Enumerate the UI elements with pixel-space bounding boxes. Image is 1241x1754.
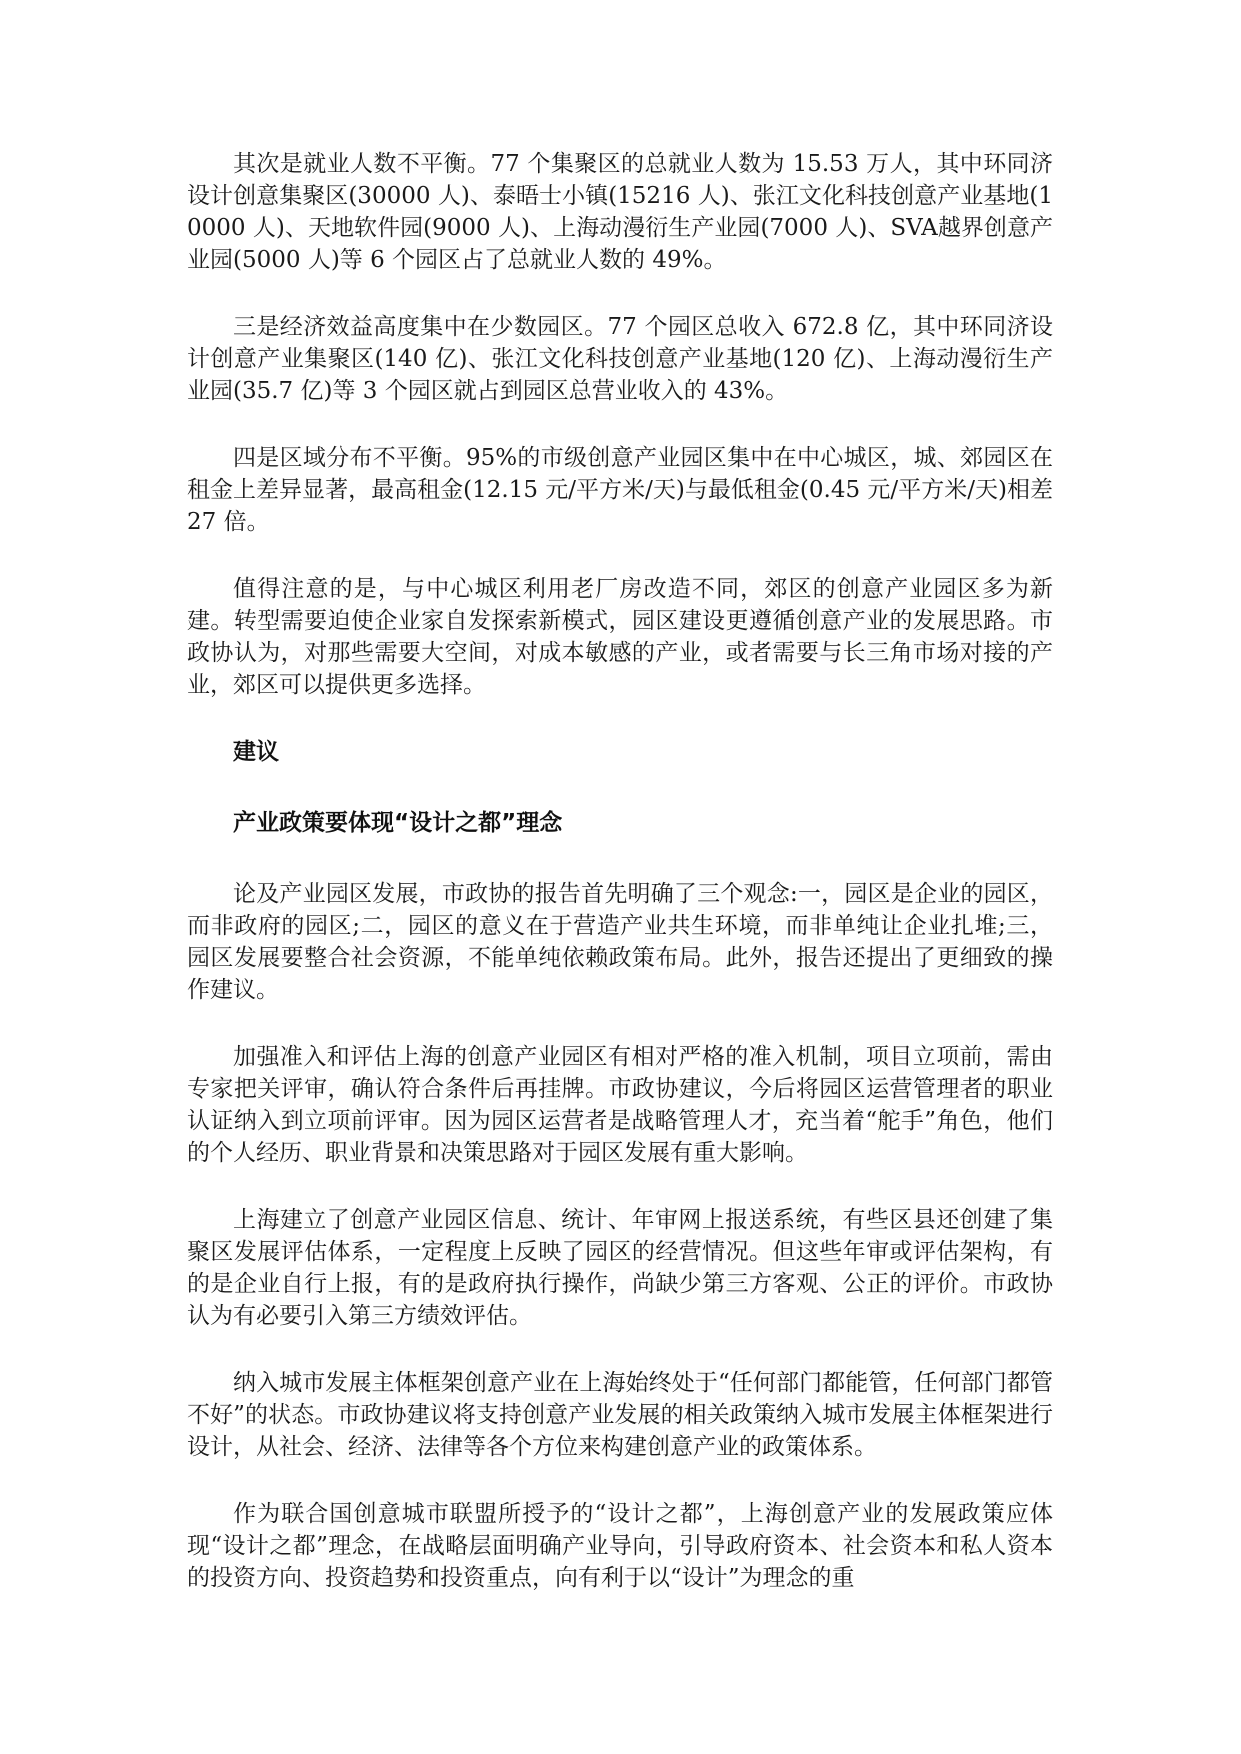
paragraph-regional-imbalance: 四是区域分布不平衡。95%的市级创意产业园区集中在中心城区，城、郊园区在租金上差异显著，最高租金(12.15 元/平方米/天)与最低租金(0.45 元/平方米/天)相差 27 倍。 bbox=[187, 445, 1053, 535]
paragraph-third-party-evaluation: 上海建立了创意产业园区信息、统计、年审网上报送系统，有些区县还创建了集聚区发展评估体系，一定程度上反映了园区的经营情况。但这些年审或评估架构，有的是企业自行上报，有的是政府执行操作，尚缺少第三方客观、公正的评价。市政协认为有必要引入第三方绩效评估。 bbox=[187, 1207, 1053, 1329]
paragraph-design-capital: 作为联合国创意城市联盟所授予的“设计之都”，上海创意产业的发展政策应体现“设计之都”理念，在战略层面明确产业导向，引导政府资本、社会资本和私人资本的投资方向、投资趋势和投资重点，向有利于以“设计”为理念的重 bbox=[187, 1501, 1053, 1591]
subsection-heading: 产业政策要体现“设计之都”理念 bbox=[233, 810, 563, 836]
paragraph-three-concepts: 论及产业园区发展，市政协的报告首先明确了三个观念:一，园区是企业的园区，而非政府的园区;二，园区的意义在于营造产业共生环境，而非单纯让企业扎堆;三，园区发展要整合社会资源，不能单纯依赖政策布局。此外，报告还提出了更细致的操作建议。 bbox=[187, 881, 1053, 1003]
paragraph-urban-framework: 纳入城市发展主体框架创意产业在上海始终处于“任何部门都能管，任何部门都管不好”的状态。市政协建议将支持创意产业发展的相关政策纳入城市发展主体框架进行设计，从社会、经济、法律等各个方位来构建创意产业的政策体系。 bbox=[187, 1370, 1053, 1460]
paragraph-employment-imbalance: 其次是就业人数不平衡。77 个集聚区的总就业人数为 15.53 万人，其中环同济设计创意集聚区(30000 人)、泰晤士小镇(15216 人)、张江文化科技创意产业基地(10000 人)、天地软件园(9000 人)、上海动漫衍生产业园(7000 人)、SVA越界创意产业园(5000 人)等 6 个园区占了总就业人数的 49%。 bbox=[187, 151, 1053, 273]
paragraph-suburban-parks: 值得注意的是，与中心城区利用老厂房改造不同，郊区的创意产业园区多为新建。转型需要迫使企业家自发探索新模式，园区建设更遵循创意产业的发展思路。市政协认为，对那些需要大空间，对成本敏感的产业，或者需要与长三角市场对接的产业，郊区可以提供更多选择。 bbox=[187, 576, 1053, 698]
article-body bbox=[187, 148, 1053, 1629]
paragraph-access-evaluation: 加强准入和评估上海的创意产业园区有相对严格的准入机制，项目立项前，需由专家把关评审，确认符合条件后再挂牌。市政协建议，今后将园区运营管理者的职业认证纳入到立项前评审。因为园区运营者是战略管理人才，充当着“舵手”角色，他们的个人经历、职业背景和决策思路对于园区发展有重大影响。 bbox=[187, 1044, 1053, 1166]
section-heading: 建议 bbox=[233, 739, 279, 765]
paragraph-revenue-concentration: 三是经济效益高度集中在少数园区。77 个园区总收入 672.8 亿，其中环同济设计创意产业集聚区(140 亿)、张江文化科技创意产业基地(120 亿)、上海动漫衍生产业园(35.7 亿)等 3 个园区就占到园区总营业收入的 43%。 bbox=[187, 314, 1053, 404]
